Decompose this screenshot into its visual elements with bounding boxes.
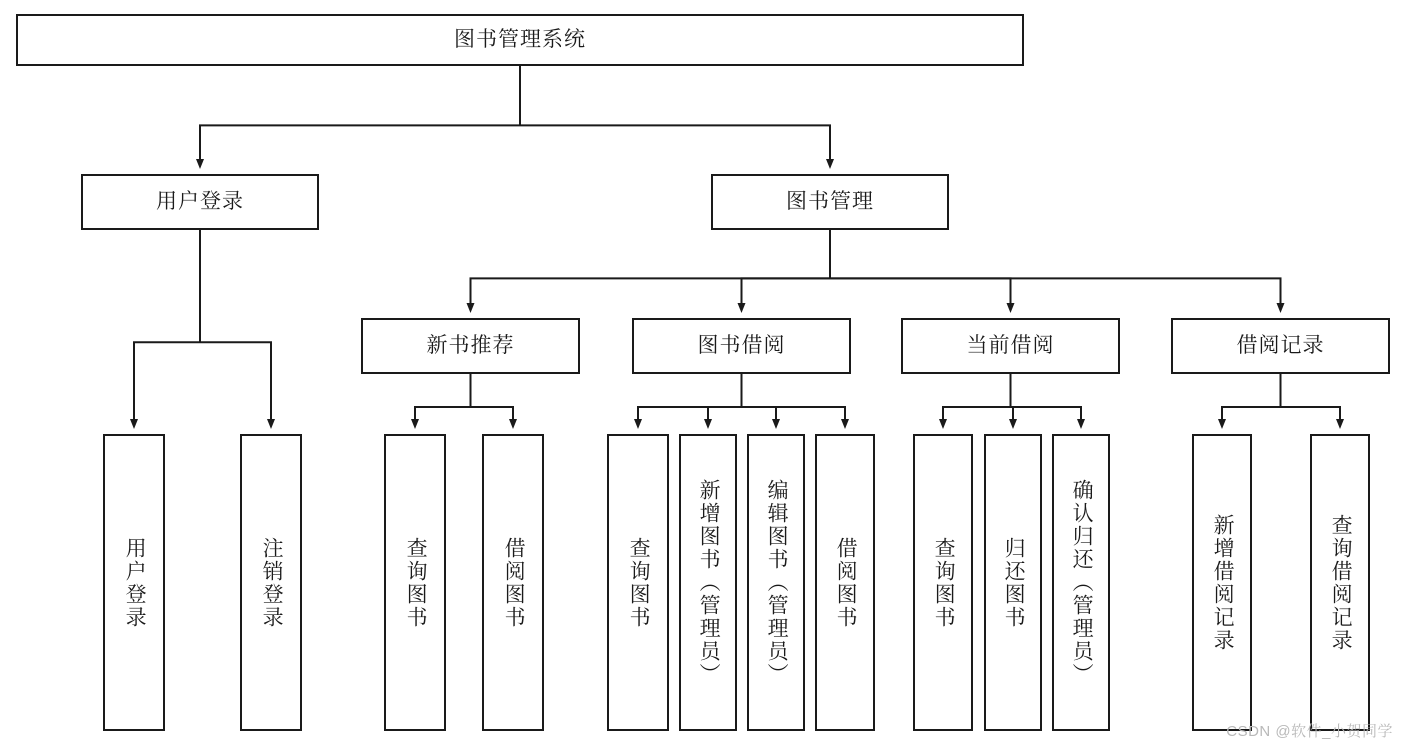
node-label: 当前借阅 — [966, 334, 1055, 358]
diagram-node-n2 — [482, 434, 544, 731]
diagram-node-root — [16, 14, 1024, 66]
diagram-node-b4 — [815, 434, 875, 731]
diagram-node-l1 — [103, 434, 165, 731]
watermark-text: CSDN @软件_小贺同学 — [1226, 723, 1393, 740]
node-label: 查询图书 — [404, 536, 428, 629]
node-label: 查询借阅记录 — [1329, 513, 1353, 652]
node-label: 图书借阅 — [697, 334, 786, 358]
node-label: 确认归还（管理员） — [1070, 479, 1094, 686]
diagram-node-records — [1171, 318, 1390, 374]
node-label: 借阅图书 — [502, 536, 526, 629]
diagram-node-n1 — [384, 434, 446, 731]
diagram-node-l2 — [240, 434, 302, 731]
diagram-node-b1 — [607, 434, 669, 731]
node-label: 新增图书（管理员） — [697, 479, 721, 686]
node-label: 归还图书 — [1002, 536, 1026, 629]
node-label: 查询图书 — [627, 536, 651, 629]
diagram-node-b3 — [747, 434, 805, 731]
diagram-node-newbook — [361, 318, 580, 374]
node-label: 查询图书 — [932, 536, 956, 629]
diagram-node-c2 — [984, 434, 1042, 731]
diagram-node-c1 — [913, 434, 973, 731]
node-label: 用户登录 — [156, 190, 244, 214]
diagram-node-bookmgr — [711, 174, 949, 230]
diagram-node-b2 — [679, 434, 737, 731]
diagram-node-r1 — [1192, 434, 1252, 731]
node-label: 图书管理系统 — [454, 28, 586, 52]
diagram-node-login — [81, 174, 319, 230]
diagram-node-borrow — [632, 318, 851, 374]
diagram-node-current — [901, 318, 1120, 374]
node-label: 用户登录 — [123, 536, 147, 629]
node-label: 借阅记录 — [1236, 334, 1325, 358]
node-label: 借阅图书 — [834, 536, 858, 629]
diagram-node-c3 — [1052, 434, 1110, 731]
node-label: 编辑图书（管理员） — [765, 479, 789, 686]
node-label: 注销登录 — [260, 536, 284, 629]
node-label: 新增借阅记录 — [1211, 513, 1235, 652]
node-label: 图书管理 — [786, 190, 874, 214]
node-label: 新书推荐 — [426, 334, 515, 358]
diagram-node-r2 — [1310, 434, 1370, 731]
